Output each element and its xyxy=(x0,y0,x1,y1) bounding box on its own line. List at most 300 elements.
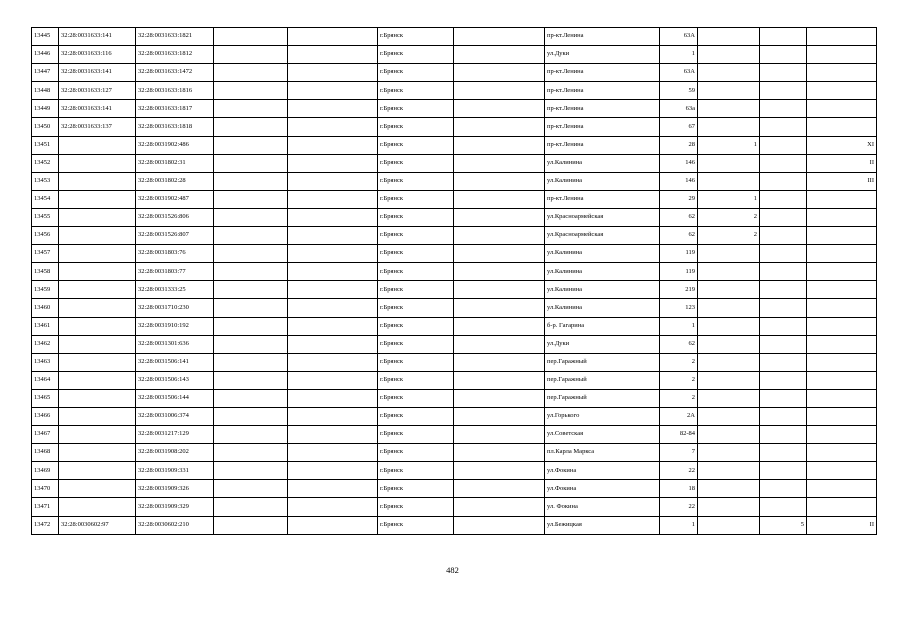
cell-empty xyxy=(214,245,288,263)
cell-land-cadastral-number: 32:28:0031633:141 xyxy=(59,100,136,118)
cell-empty xyxy=(214,136,288,154)
cell-house-number: 63а xyxy=(660,100,698,118)
cell-room-number xyxy=(760,317,807,335)
table-row xyxy=(32,64,877,82)
cell-premises-code xyxy=(807,245,877,263)
cell-empty xyxy=(288,353,378,371)
cell-premises-code xyxy=(807,118,877,136)
cell-object-cadastral-number: 32:28:0031909:329 xyxy=(136,498,214,516)
cell-room-number xyxy=(760,154,807,172)
cell-empty xyxy=(454,118,545,136)
cell-city: г.Брянск xyxy=(378,136,454,154)
cell-room-number xyxy=(760,82,807,100)
cell-flat-number: 2 xyxy=(698,208,760,226)
cell-city: г.Брянск xyxy=(378,498,454,516)
cell-object-cadastral-number: 32:28:0031802:31 xyxy=(136,154,214,172)
cell-empty xyxy=(454,335,545,353)
table-row xyxy=(32,516,877,534)
table-row xyxy=(32,118,877,136)
table-row xyxy=(32,371,877,389)
cell-object-cadastral-number: 32:28:0031633:1821 xyxy=(136,28,214,46)
cell-room-number xyxy=(760,245,807,263)
cell-street: пр-кт.Ленина xyxy=(545,82,660,100)
cell-empty xyxy=(454,516,545,534)
cell-room-number xyxy=(760,263,807,281)
cell-record-number: 13460 xyxy=(32,299,59,317)
cell-street: ул.Красноармейская xyxy=(545,208,660,226)
cell-empty xyxy=(288,82,378,100)
cell-premises-code xyxy=(807,353,877,371)
cell-land-cadastral-number xyxy=(59,498,136,516)
table-row xyxy=(32,82,877,100)
cell-land-cadastral-number xyxy=(59,299,136,317)
cell-object-cadastral-number: 32:28:0031902:486 xyxy=(136,136,214,154)
cell-empty xyxy=(214,118,288,136)
table-row xyxy=(32,462,877,480)
cell-empty xyxy=(214,263,288,281)
cell-land-cadastral-number xyxy=(59,227,136,245)
cell-empty xyxy=(214,353,288,371)
cell-city: г.Брянск xyxy=(378,46,454,64)
cell-object-cadastral-number: 32:28:0031902:487 xyxy=(136,190,214,208)
cell-house-number: 1 xyxy=(660,317,698,335)
cell-record-number: 13445 xyxy=(32,28,59,46)
cell-empty xyxy=(454,426,545,444)
cell-empty xyxy=(288,28,378,46)
table-row xyxy=(32,498,877,516)
cell-street: пр-кт.Ленина xyxy=(545,136,660,154)
cell-street: ул.Калинина xyxy=(545,281,660,299)
cell-house-number: 1 xyxy=(660,516,698,534)
cell-house-number: 2 xyxy=(660,353,698,371)
cell-record-number: 13451 xyxy=(32,136,59,154)
cell-empty xyxy=(454,281,545,299)
cell-premises-code xyxy=(807,281,877,299)
cell-premises-code: XI xyxy=(807,136,877,154)
cell-street: пр-кт.Ленина xyxy=(545,64,660,82)
cell-room-number xyxy=(760,389,807,407)
cell-premises-code xyxy=(807,208,877,226)
cell-record-number: 13454 xyxy=(32,190,59,208)
cell-record-number: 13455 xyxy=(32,208,59,226)
cell-empty xyxy=(454,100,545,118)
cell-empty xyxy=(288,208,378,226)
cell-land-cadastral-number: 32:28:0031633:127 xyxy=(59,82,136,100)
cell-object-cadastral-number: 32:28:0031006:374 xyxy=(136,407,214,425)
table-row xyxy=(32,317,877,335)
cell-house-number: 62 xyxy=(660,227,698,245)
cell-empty xyxy=(454,462,545,480)
cell-empty xyxy=(288,516,378,534)
cell-land-cadastral-number xyxy=(59,480,136,498)
cell-city: г.Брянск xyxy=(378,335,454,353)
cell-premises-code xyxy=(807,444,877,462)
cell-flat-number xyxy=(698,82,760,100)
cell-city: г.Брянск xyxy=(378,172,454,190)
cell-empty xyxy=(214,190,288,208)
cell-flat-number xyxy=(698,299,760,317)
cell-house-number: 18 xyxy=(660,480,698,498)
cell-land-cadastral-number: 32:28:0031633:137 xyxy=(59,118,136,136)
cell-empty xyxy=(454,46,545,64)
cell-object-cadastral-number: 32:28:0031803:76 xyxy=(136,245,214,263)
cell-object-cadastral-number: 32:28:0031526:807 xyxy=(136,227,214,245)
cell-record-number: 13467 xyxy=(32,426,59,444)
cell-record-number: 13463 xyxy=(32,353,59,371)
cell-land-cadastral-number xyxy=(59,281,136,299)
table-row xyxy=(32,227,877,245)
cell-premises-code xyxy=(807,64,877,82)
cell-house-number: 146 xyxy=(660,154,698,172)
cell-record-number: 13449 xyxy=(32,100,59,118)
cell-city: г.Брянск xyxy=(378,407,454,425)
cell-street: пр-кт.Ленина xyxy=(545,100,660,118)
cell-object-cadastral-number: 32:28:0031217:129 xyxy=(136,426,214,444)
cell-street: пр-кт.Ленина xyxy=(545,190,660,208)
table-row xyxy=(32,263,877,281)
table-row xyxy=(32,407,877,425)
cell-empty xyxy=(288,263,378,281)
cell-empty xyxy=(288,335,378,353)
cell-flat-number xyxy=(698,263,760,281)
cell-room-number xyxy=(760,100,807,118)
cell-street: ул.Бежицкая xyxy=(545,516,660,534)
cell-room-number xyxy=(760,46,807,64)
cell-house-number: 62 xyxy=(660,208,698,226)
cell-empty xyxy=(454,353,545,371)
cell-land-cadastral-number xyxy=(59,190,136,208)
cell-empty xyxy=(288,462,378,480)
cell-city: г.Брянск xyxy=(378,317,454,335)
table-row xyxy=(32,281,877,299)
cell-flat-number xyxy=(698,371,760,389)
cell-land-cadastral-number xyxy=(59,407,136,425)
cell-flat-number xyxy=(698,353,760,371)
cell-premises-code xyxy=(807,263,877,281)
cell-record-number: 13468 xyxy=(32,444,59,462)
cell-flat-number xyxy=(698,154,760,172)
cell-object-cadastral-number: 32:28:0031633:1816 xyxy=(136,82,214,100)
cell-record-number: 13465 xyxy=(32,389,59,407)
cell-empty xyxy=(454,208,545,226)
cell-land-cadastral-number xyxy=(59,444,136,462)
cell-premises-code xyxy=(807,335,877,353)
cell-room-number: 5 xyxy=(760,516,807,534)
cell-premises-code xyxy=(807,480,877,498)
page-number: 482 xyxy=(446,565,459,575)
table-row xyxy=(32,335,877,353)
cell-street: пер.Гаражный xyxy=(545,353,660,371)
cell-empty xyxy=(214,227,288,245)
cell-premises-code xyxy=(807,407,877,425)
cell-empty xyxy=(214,299,288,317)
cell-room-number xyxy=(760,64,807,82)
cell-city: г.Брянск xyxy=(378,444,454,462)
cell-house-number: 22 xyxy=(660,498,698,516)
cell-house-number: 7 xyxy=(660,444,698,462)
cell-object-cadastral-number: 32:28:0031633:1812 xyxy=(136,46,214,64)
cell-empty xyxy=(288,172,378,190)
cell-street: ул.Калинина xyxy=(545,172,660,190)
cell-empty xyxy=(288,118,378,136)
cell-city: г.Брянск xyxy=(378,154,454,172)
cell-empty xyxy=(214,208,288,226)
cell-record-number: 13472 xyxy=(32,516,59,534)
cell-room-number xyxy=(760,190,807,208)
cell-empty xyxy=(454,299,545,317)
cell-city: г.Брянск xyxy=(378,82,454,100)
cell-flat-number xyxy=(698,407,760,425)
cell-street: ул.Калинина xyxy=(545,245,660,263)
cell-premises-code: II xyxy=(807,154,877,172)
cell-object-cadastral-number: 32:28:0031333:25 xyxy=(136,281,214,299)
cell-premises-code xyxy=(807,371,877,389)
cell-house-number: 146 xyxy=(660,172,698,190)
cell-street: ул.Калинина xyxy=(545,263,660,281)
cell-premises-code xyxy=(807,299,877,317)
cell-empty xyxy=(214,100,288,118)
cell-empty xyxy=(454,190,545,208)
cell-object-cadastral-number: 32:28:0031802:28 xyxy=(136,172,214,190)
table-row xyxy=(32,299,877,317)
table-row xyxy=(32,100,877,118)
cell-flat-number xyxy=(698,389,760,407)
cell-empty xyxy=(454,64,545,82)
cell-flat-number: 1 xyxy=(698,190,760,208)
cell-land-cadastral-number: 32:28:0031633:141 xyxy=(59,64,136,82)
cell-city: г.Брянск xyxy=(378,480,454,498)
cell-object-cadastral-number: 32:28:0031633:1817 xyxy=(136,100,214,118)
cell-city: г.Брянск xyxy=(378,371,454,389)
cell-house-number: 22 xyxy=(660,462,698,480)
cell-city: г.Брянск xyxy=(378,100,454,118)
cell-house-number: 119 xyxy=(660,263,698,281)
cell-land-cadastral-number: 32:28:0031633:141 xyxy=(59,28,136,46)
cell-empty xyxy=(288,245,378,263)
cell-room-number xyxy=(760,407,807,425)
cell-land-cadastral-number xyxy=(59,426,136,444)
cell-premises-code xyxy=(807,389,877,407)
cell-land-cadastral-number xyxy=(59,462,136,480)
cell-record-number: 13452 xyxy=(32,154,59,172)
cell-city: г.Брянск xyxy=(378,462,454,480)
cell-city: г.Брянск xyxy=(378,64,454,82)
table-row xyxy=(32,172,877,190)
cell-city: г.Брянск xyxy=(378,516,454,534)
cell-empty xyxy=(288,407,378,425)
cell-object-cadastral-number: 32:28:0031506:141 xyxy=(136,353,214,371)
cell-city: г.Брянск xyxy=(378,353,454,371)
cell-house-number: 119 xyxy=(660,245,698,263)
cell-room-number xyxy=(760,28,807,46)
cell-room-number xyxy=(760,371,807,389)
cell-room-number xyxy=(760,172,807,190)
cell-record-number: 13453 xyxy=(32,172,59,190)
table-row xyxy=(32,154,877,172)
table-row xyxy=(32,190,877,208)
cell-street: ул.Горького xyxy=(545,407,660,425)
cell-empty xyxy=(288,281,378,299)
cell-premises-code: II xyxy=(807,516,877,534)
cell-flat-number xyxy=(698,118,760,136)
cell-land-cadastral-number xyxy=(59,154,136,172)
cell-object-cadastral-number: 32:28:0031803:77 xyxy=(136,263,214,281)
table-row xyxy=(32,444,877,462)
cell-empty xyxy=(214,335,288,353)
cell-empty xyxy=(454,480,545,498)
cell-land-cadastral-number xyxy=(59,371,136,389)
cell-record-number: 13464 xyxy=(32,371,59,389)
cell-premises-code xyxy=(807,190,877,208)
cell-record-number: 13470 xyxy=(32,480,59,498)
cell-empty xyxy=(454,227,545,245)
cell-street: ул.Калинина xyxy=(545,299,660,317)
cell-empty xyxy=(288,100,378,118)
cell-empty xyxy=(288,136,378,154)
cell-record-number: 13471 xyxy=(32,498,59,516)
cell-land-cadastral-number xyxy=(59,263,136,281)
cell-flat-number xyxy=(698,172,760,190)
cell-empty xyxy=(214,462,288,480)
cell-city: г.Брянск xyxy=(378,28,454,46)
cell-land-cadastral-number xyxy=(59,353,136,371)
cell-house-number: 123 xyxy=(660,299,698,317)
cell-city: г.Брянск xyxy=(378,263,454,281)
cell-city: г.Брянск xyxy=(378,118,454,136)
cell-city: г.Брянск xyxy=(378,299,454,317)
cell-room-number xyxy=(760,444,807,462)
cell-land-cadastral-number: 32:28:0030602:97 xyxy=(59,516,136,534)
cell-room-number xyxy=(760,480,807,498)
cell-record-number: 13447 xyxy=(32,64,59,82)
cell-empty xyxy=(214,154,288,172)
cell-record-number: 13462 xyxy=(32,335,59,353)
cell-flat-number xyxy=(698,245,760,263)
cell-empty xyxy=(288,299,378,317)
cell-empty xyxy=(454,389,545,407)
cell-flat-number xyxy=(698,426,760,444)
cell-flat-number xyxy=(698,100,760,118)
registry-table xyxy=(31,27,877,535)
cell-flat-number xyxy=(698,28,760,46)
cell-street: пр-кт.Ленина xyxy=(545,118,660,136)
cell-empty xyxy=(214,371,288,389)
cell-premises-code xyxy=(807,82,877,100)
cell-empty xyxy=(454,82,545,100)
cell-object-cadastral-number: 32:28:0031301:636 xyxy=(136,335,214,353)
cell-empty xyxy=(288,64,378,82)
cell-house-number: 28 xyxy=(660,136,698,154)
cell-land-cadastral-number xyxy=(59,389,136,407)
cell-premises-code xyxy=(807,498,877,516)
cell-flat-number xyxy=(698,462,760,480)
cell-room-number xyxy=(760,208,807,226)
cell-room-number xyxy=(760,281,807,299)
cell-empty xyxy=(214,426,288,444)
cell-house-number: 67 xyxy=(660,118,698,136)
cell-house-number: 1 xyxy=(660,46,698,64)
cell-record-number: 13461 xyxy=(32,317,59,335)
cell-flat-number xyxy=(698,46,760,64)
cell-room-number xyxy=(760,118,807,136)
cell-record-number: 13457 xyxy=(32,245,59,263)
cell-house-number: 2 xyxy=(660,389,698,407)
cell-empty xyxy=(288,317,378,335)
cell-room-number xyxy=(760,462,807,480)
cell-empty xyxy=(214,480,288,498)
cell-empty xyxy=(454,498,545,516)
cell-land-cadastral-number xyxy=(59,172,136,190)
registry-table-body xyxy=(32,28,877,535)
cell-empty xyxy=(214,516,288,534)
cell-street: ул.Фокина xyxy=(545,480,660,498)
cell-room-number xyxy=(760,498,807,516)
cell-street: ул.Дуки xyxy=(545,335,660,353)
cell-land-cadastral-number: 32:28:0031633:116 xyxy=(59,46,136,64)
cell-empty xyxy=(214,82,288,100)
cell-object-cadastral-number: 32:28:0031633:1818 xyxy=(136,118,214,136)
cell-empty xyxy=(214,444,288,462)
cell-empty xyxy=(288,190,378,208)
cell-object-cadastral-number: 32:28:0031909:331 xyxy=(136,462,214,480)
cell-empty xyxy=(288,426,378,444)
cell-empty xyxy=(288,154,378,172)
cell-empty xyxy=(454,172,545,190)
table-row xyxy=(32,28,877,46)
cell-empty xyxy=(288,371,378,389)
cell-object-cadastral-number: 32:28:0031710:230 xyxy=(136,299,214,317)
cell-record-number: 13446 xyxy=(32,46,59,64)
cell-land-cadastral-number xyxy=(59,335,136,353)
cell-flat-number xyxy=(698,64,760,82)
cell-empty xyxy=(454,444,545,462)
cell-flat-number xyxy=(698,516,760,534)
cell-object-cadastral-number: 32:28:0031506:144 xyxy=(136,389,214,407)
cell-empty xyxy=(288,498,378,516)
cell-empty xyxy=(454,371,545,389)
table-row xyxy=(32,426,877,444)
cell-flat-number xyxy=(698,498,760,516)
cell-flat-number xyxy=(698,335,760,353)
cell-street: ул.Фокина xyxy=(545,462,660,480)
cell-empty xyxy=(454,263,545,281)
cell-house-number: 63А xyxy=(660,64,698,82)
cell-city: г.Брянск xyxy=(378,389,454,407)
table-row xyxy=(32,480,877,498)
table-row xyxy=(32,136,877,154)
cell-room-number xyxy=(760,335,807,353)
cell-record-number: 13466 xyxy=(32,407,59,425)
cell-land-cadastral-number xyxy=(59,317,136,335)
cell-city: г.Брянск xyxy=(378,227,454,245)
cell-empty xyxy=(214,281,288,299)
cell-object-cadastral-number: 32:28:0030602:210 xyxy=(136,516,214,534)
cell-flat-number xyxy=(698,444,760,462)
cell-empty xyxy=(214,172,288,190)
cell-record-number: 13450 xyxy=(32,118,59,136)
cell-premises-code xyxy=(807,317,877,335)
cell-empty xyxy=(214,407,288,425)
cell-street: пл.Карла Маркса xyxy=(545,444,660,462)
table-row xyxy=(32,389,877,407)
cell-empty xyxy=(288,389,378,407)
cell-flat-number xyxy=(698,317,760,335)
cell-house-number: 63А xyxy=(660,28,698,46)
cell-room-number xyxy=(760,136,807,154)
cell-object-cadastral-number: 32:28:0031908:202 xyxy=(136,444,214,462)
cell-object-cadastral-number: 32:28:0031526:806 xyxy=(136,208,214,226)
cell-empty xyxy=(214,46,288,64)
